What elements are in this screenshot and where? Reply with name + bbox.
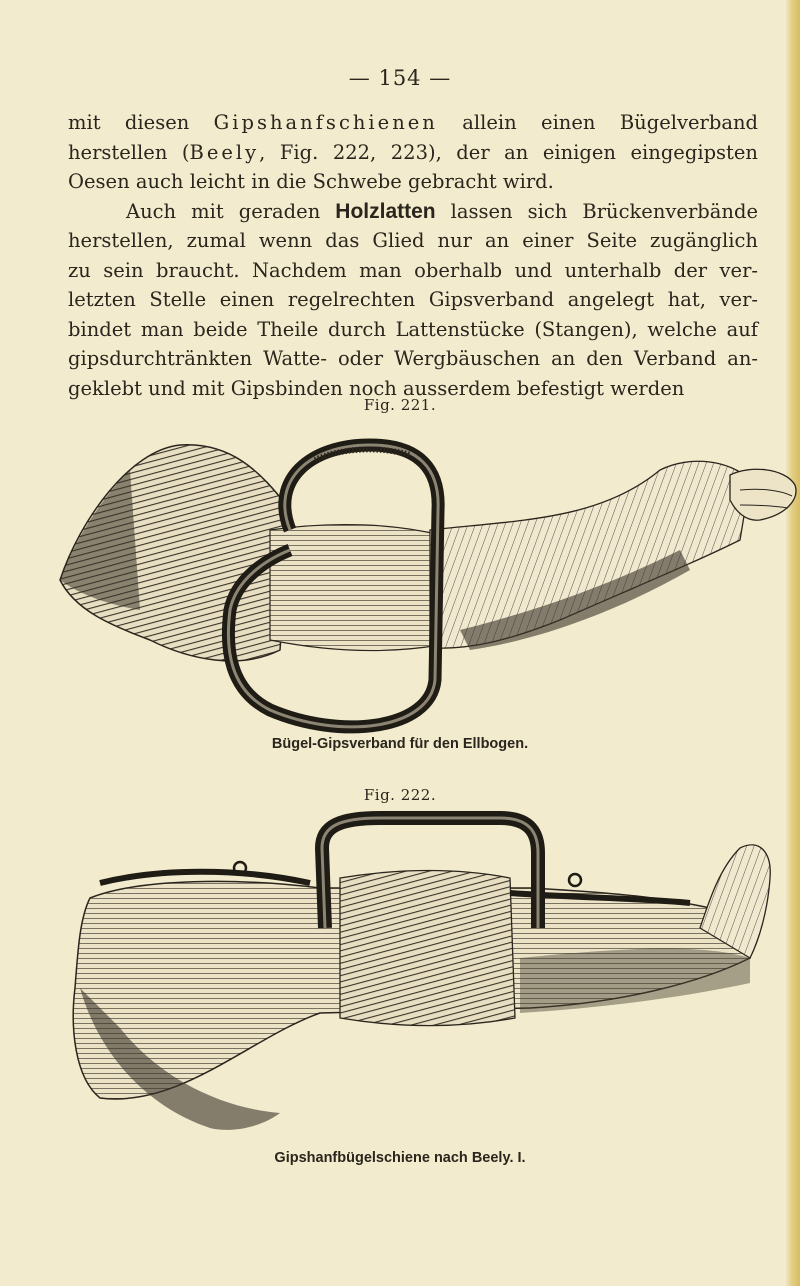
text-line: [68, 285, 758, 315]
figure-221-illustration: [40, 410, 800, 740]
text-segment: Oesen auch leicht in die Schwebe gebracht wird.: [68, 170, 554, 193]
text-line: [68, 315, 758, 345]
text-line: [68, 138, 758, 168]
figure-222-caption: Gipshanfbügelschiene nach Beely. I.: [274, 1150, 526, 1166]
text-segment: gipsdurchtränkten Watte- oder Wergbäuschen an den Verband an-: [68, 347, 758, 370]
text-segment: lassen sich Brückenverbände: [435, 199, 758, 223]
text-segment: letzten Stelle einen regelrechten Gipsverband angelegt hat, ver-: [68, 288, 758, 311]
page-number: — 154 —: [348, 66, 452, 90]
figure-221-label: Fig. 221.: [363, 396, 437, 414]
figure-222-label: Fig. 222.: [363, 786, 437, 804]
text-line: [68, 256, 758, 286]
text-line: [68, 167, 758, 197]
text-segment: , Fig. 222, 223), der an einigen eingegipsten: [259, 140, 758, 164]
text-segment: Gipshanfschienen: [213, 111, 438, 134]
text-segment: Auch mit geraden: [126, 199, 336, 223]
figure-222-illustration: [60, 808, 780, 1148]
text-segment: mit diesen: [68, 111, 214, 134]
text-line: [68, 197, 758, 227]
text-segment: bindet man beide Theile durch Lattenstücke (Stangen), welche auf: [68, 317, 758, 341]
text-segment: geklebt und mit Gipsbinden noch ausserdem befestigt werden: [68, 376, 685, 400]
text-segment: Beely: [189, 140, 260, 164]
text-line: [68, 226, 758, 256]
figure-221-caption: Bügel-Gipsverband für den Ellbogen.: [271, 736, 529, 752]
text-segment: allein einen Bügelverband: [437, 111, 759, 134]
text-line: [68, 108, 758, 138]
text-segment: zu sein braucht. Nachdem man oberhalb und unterhalb der ver-: [68, 258, 758, 282]
text-segment: herstellen, zumal wenn das Glied nur an einer Seite zugänglich: [68, 229, 758, 252]
text-segment: herstellen (: [68, 140, 190, 164]
body-text: [68, 108, 758, 403]
text-segment: Holzlatten: [335, 199, 436, 223]
text-line: [68, 344, 758, 374]
